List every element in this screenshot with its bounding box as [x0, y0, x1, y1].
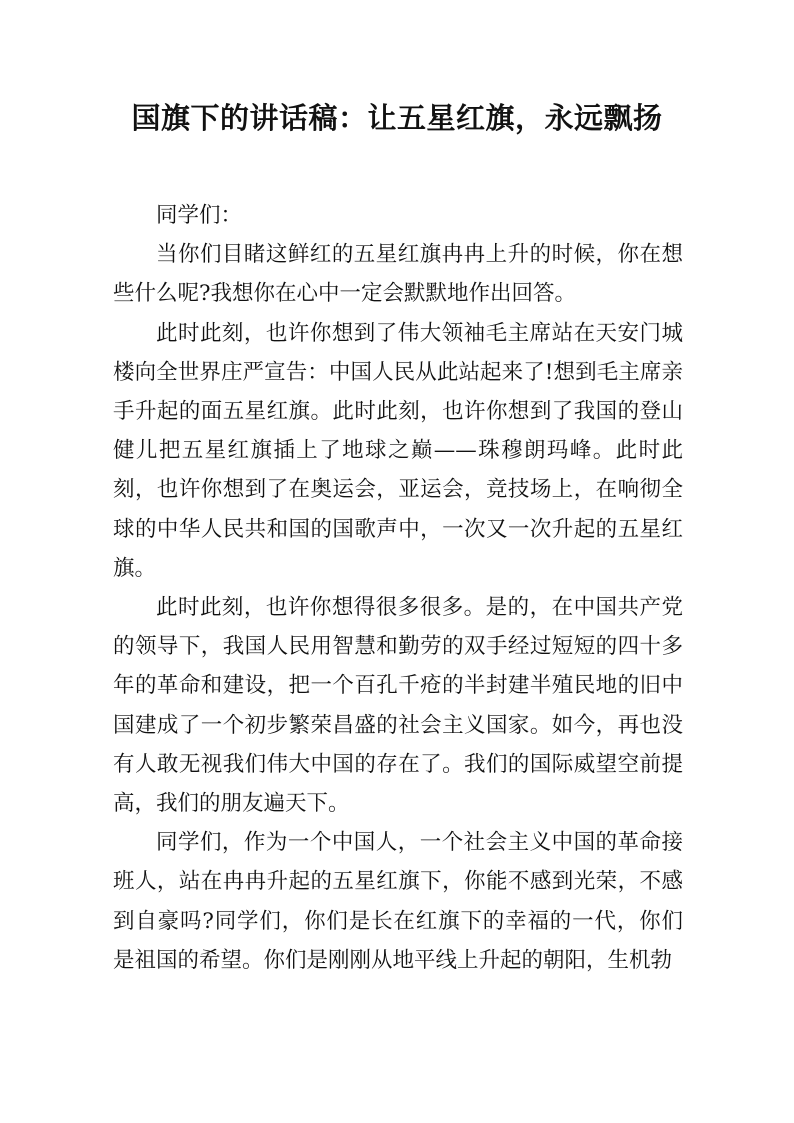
paragraph-1: 当你们目睹这鲜红的五星红旗冉冉上升的时候，你在想些什么呢?我想你在心中一定会默默地作出回答。 [113, 242, 683, 307]
paragraph-2: 此时此刻，也许你想到了伟大领袖毛主席站在天安门城楼向全世界庄严宣告：中国人民从此站起来了!想到毛主席亲手升起的面五星红旗。此时此刻，也许你想到了我国的登山健儿把五星红旗插上了地球之巅——珠穆朗玛峰。此时此刻，也许你想到了在奥运会，亚运会，竞技场上，在响彻全球的中华人民共和国的国歌声中，一次又一次升起的五星红旗。 [113, 320, 683, 581]
paragraph-greeting: 同学们： [156, 203, 243, 228]
document-title: 国旗下的讲话稿：让五星红旗，永远飘扬 [131, 101, 663, 135]
paragraph-3: 此时此刻，也许你想得很多很多。是的，在中国共产党的领导下，我国人民用智慧和勤劳的双手经过短短的四十多年的革命和建设，把一个百孔千疮的半封建半殖民地的旧中国建成了一个初步繁荣昌盛的社会主义国家。如今，再也没有人敢无视我们伟大中国的存在了。我们的国际威望空前提高，我们的朋友遍天下。 [113, 595, 683, 817]
document-body [113, 196, 683, 980]
paragraph-4: 同学们，作为一个中国人，一个社会主义中国的革命接班人，站在冉冉升起的五星红旗下，你能不感到光荣，不感到自豪吗?同学们，你们是长在红旗下的幸福的一代，你们是祖国的希望。你们是刚刚从地平线上升起的朝阳，生机勃 [113, 830, 683, 973]
